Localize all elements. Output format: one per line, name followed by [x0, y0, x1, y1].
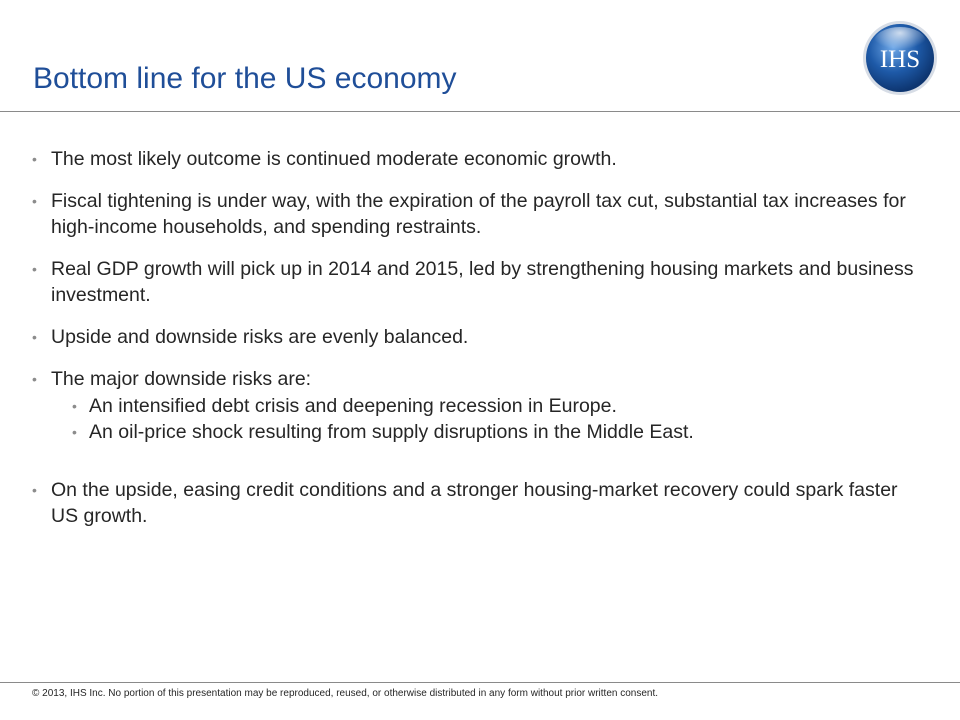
sub-bullet-text: An oil-price shock resulting from supply disruptions in the Middle East. [89, 421, 694, 443]
slide-title: Bottom line for the US economy [33, 62, 457, 95]
bullet-item [30, 477, 930, 529]
copyright-footer: © 2013, IHS Inc. No portion of this presentation may be reproduced, reused, or otherwise distributed in any form without prior written consent. [32, 688, 659, 699]
sub-bullet-list [51, 393, 930, 445]
bullet-item [30, 366, 930, 445]
sub-bullet-glyph: • [72, 398, 77, 414]
bullet-glyph: • [32, 371, 37, 387]
logo-text: IHS [879, 46, 921, 73]
bullet-glyph: • [32, 193, 37, 209]
sub-bullet-text: An intensified debt crisis and deepening recession in Europe. [89, 395, 617, 417]
bullet-item [30, 146, 930, 172]
bullet-glyph: • [32, 329, 37, 345]
bullet-item [30, 324, 930, 350]
bullet-glyph: • [32, 151, 37, 167]
ihs-logo [862, 20, 938, 96]
bullet-text: Fiscal tightening is under way, with the expiration of the payroll tax cut, substantial tax increases for high-income households, and spending restraints. [51, 190, 906, 238]
footer-divider [0, 682, 960, 683]
sub-bullet-item [71, 393, 930, 419]
bullet-glyph: • [32, 261, 37, 277]
bullet-item [30, 188, 930, 240]
bullet-text: On the upside, easing credit conditions and a stronger housing-market recovery could spark faster US growth. [51, 479, 898, 527]
sub-bullet-glyph: • [72, 424, 77, 440]
bullet-item [30, 256, 930, 308]
bullet-text: The major downside risks are: [51, 368, 312, 390]
sub-bullet-item [71, 419, 930, 445]
bullet-list [30, 146, 930, 545]
bullet-text: Upside and downside risks are evenly balanced. [51, 326, 469, 348]
bullet-text: Real GDP growth will pick up in 2014 and 2015, led by strengthening housing markets and business investment. [51, 258, 914, 306]
bullet-glyph: • [32, 482, 37, 498]
bullet-text: The most likely outcome is continued moderate economic growth. [51, 148, 617, 170]
title-divider [0, 111, 960, 112]
